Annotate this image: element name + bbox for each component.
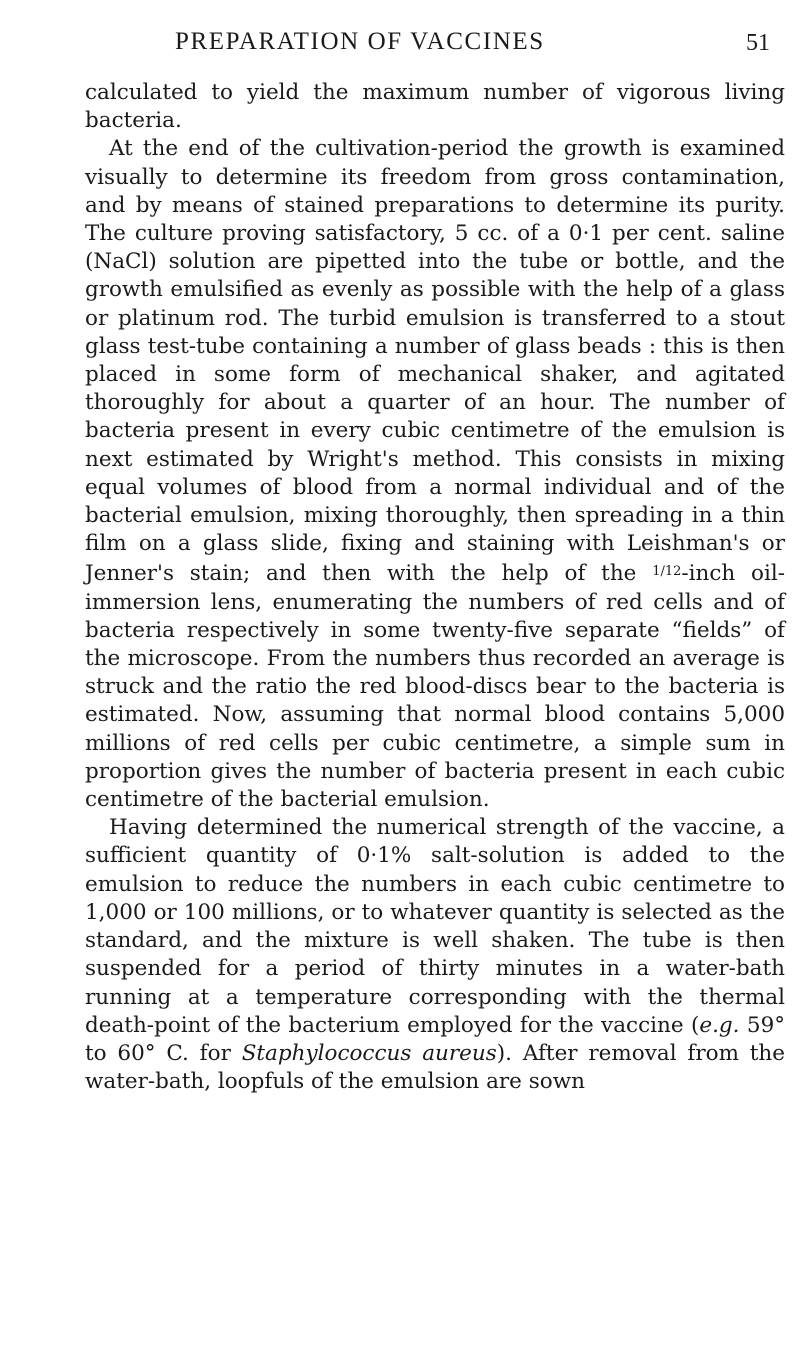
body-text: [85, 79, 785, 1096]
paragraph-text: 59° to 60° C. for: [85, 1012, 785, 1066]
paragraph-text: Having determined the numerical strength of the vaccine, a sufficient quantity of 0·1% salt-solution is added to the emulsion to reduce the numbers in each cubic centimetre to 1,000 or 100 millions, or to whatever quantity is selected as the standard, and the mixture is well shaken. The tube is then suspended for a period of thirty minutes in a water-bath running at a temperature corresponding with the thermal death-point of the bacterium employed for the vaccine (: [85, 815, 785, 1038]
paragraph-cultivation: [85, 135, 785, 814]
species-name: Staphylococcus aureus: [241, 1040, 497, 1066]
example-abbreviation: e.g.: [699, 1012, 740, 1038]
running-title: PREPARATION OF VACCINES: [175, 28, 545, 55]
paragraph-vaccine-strength: [85, 814, 785, 1096]
paragraph-continued: calculated to yield the maximum number of vigorous living bacteria.: [85, 80, 785, 134]
paragraph-text: At the end of the cultivation-period the growth is examined visually to determine its freedom from gross contamination, and by means of stained preparations to determine its purity. The culture proving satisfactory, 5 cc. of a 0·1 per cent. saline (NaCl) solution are pipetted into the tube or bottle, and the growth emulsified as evenly as possible with the help of a glass or platinum rod. The turbid emulsion is transferred to a stout glass test-tube containing a number of glass beads : this is then placed in some form of mechanical shaker, and agitated thoroughly for about a quarter of an hour. The number of bacteria present in every cubic centimetre of the emulsion is next estimated by Wright's method. This consists in mixing equal volumes of blood from a normal individual and of the bacterial emulsion, mixing thoroughly, then spreading in a thin film on a glass slide, fixing and staining with Leishman's or Jenner's stain; and then with the help of the: [85, 136, 785, 587]
lens-fraction: 1/12: [652, 564, 682, 580]
page-number: 51: [746, 30, 770, 56]
paragraph-text: -inch oil-immersion lens, enumerating the numbers of red cells and of bacteria respectively in some twenty-five separate “fields” of the microscope. From the numbers thus recorded an average is struck and the ratio the red blood-discs bear to the bacteria is estimated. Now, assuming that normal blood contains 5,000 millions of red cells per cubic centimetre, a simple sum in proportion gives the number of bacteria present in each cubic centimetre of the bacterial emulsion.: [85, 561, 785, 813]
paragraph-text: ). After removal from the water-bath, loopfuls of the emulsion are sown: [85, 1040, 785, 1095]
running-head: [0, 10, 800, 70]
